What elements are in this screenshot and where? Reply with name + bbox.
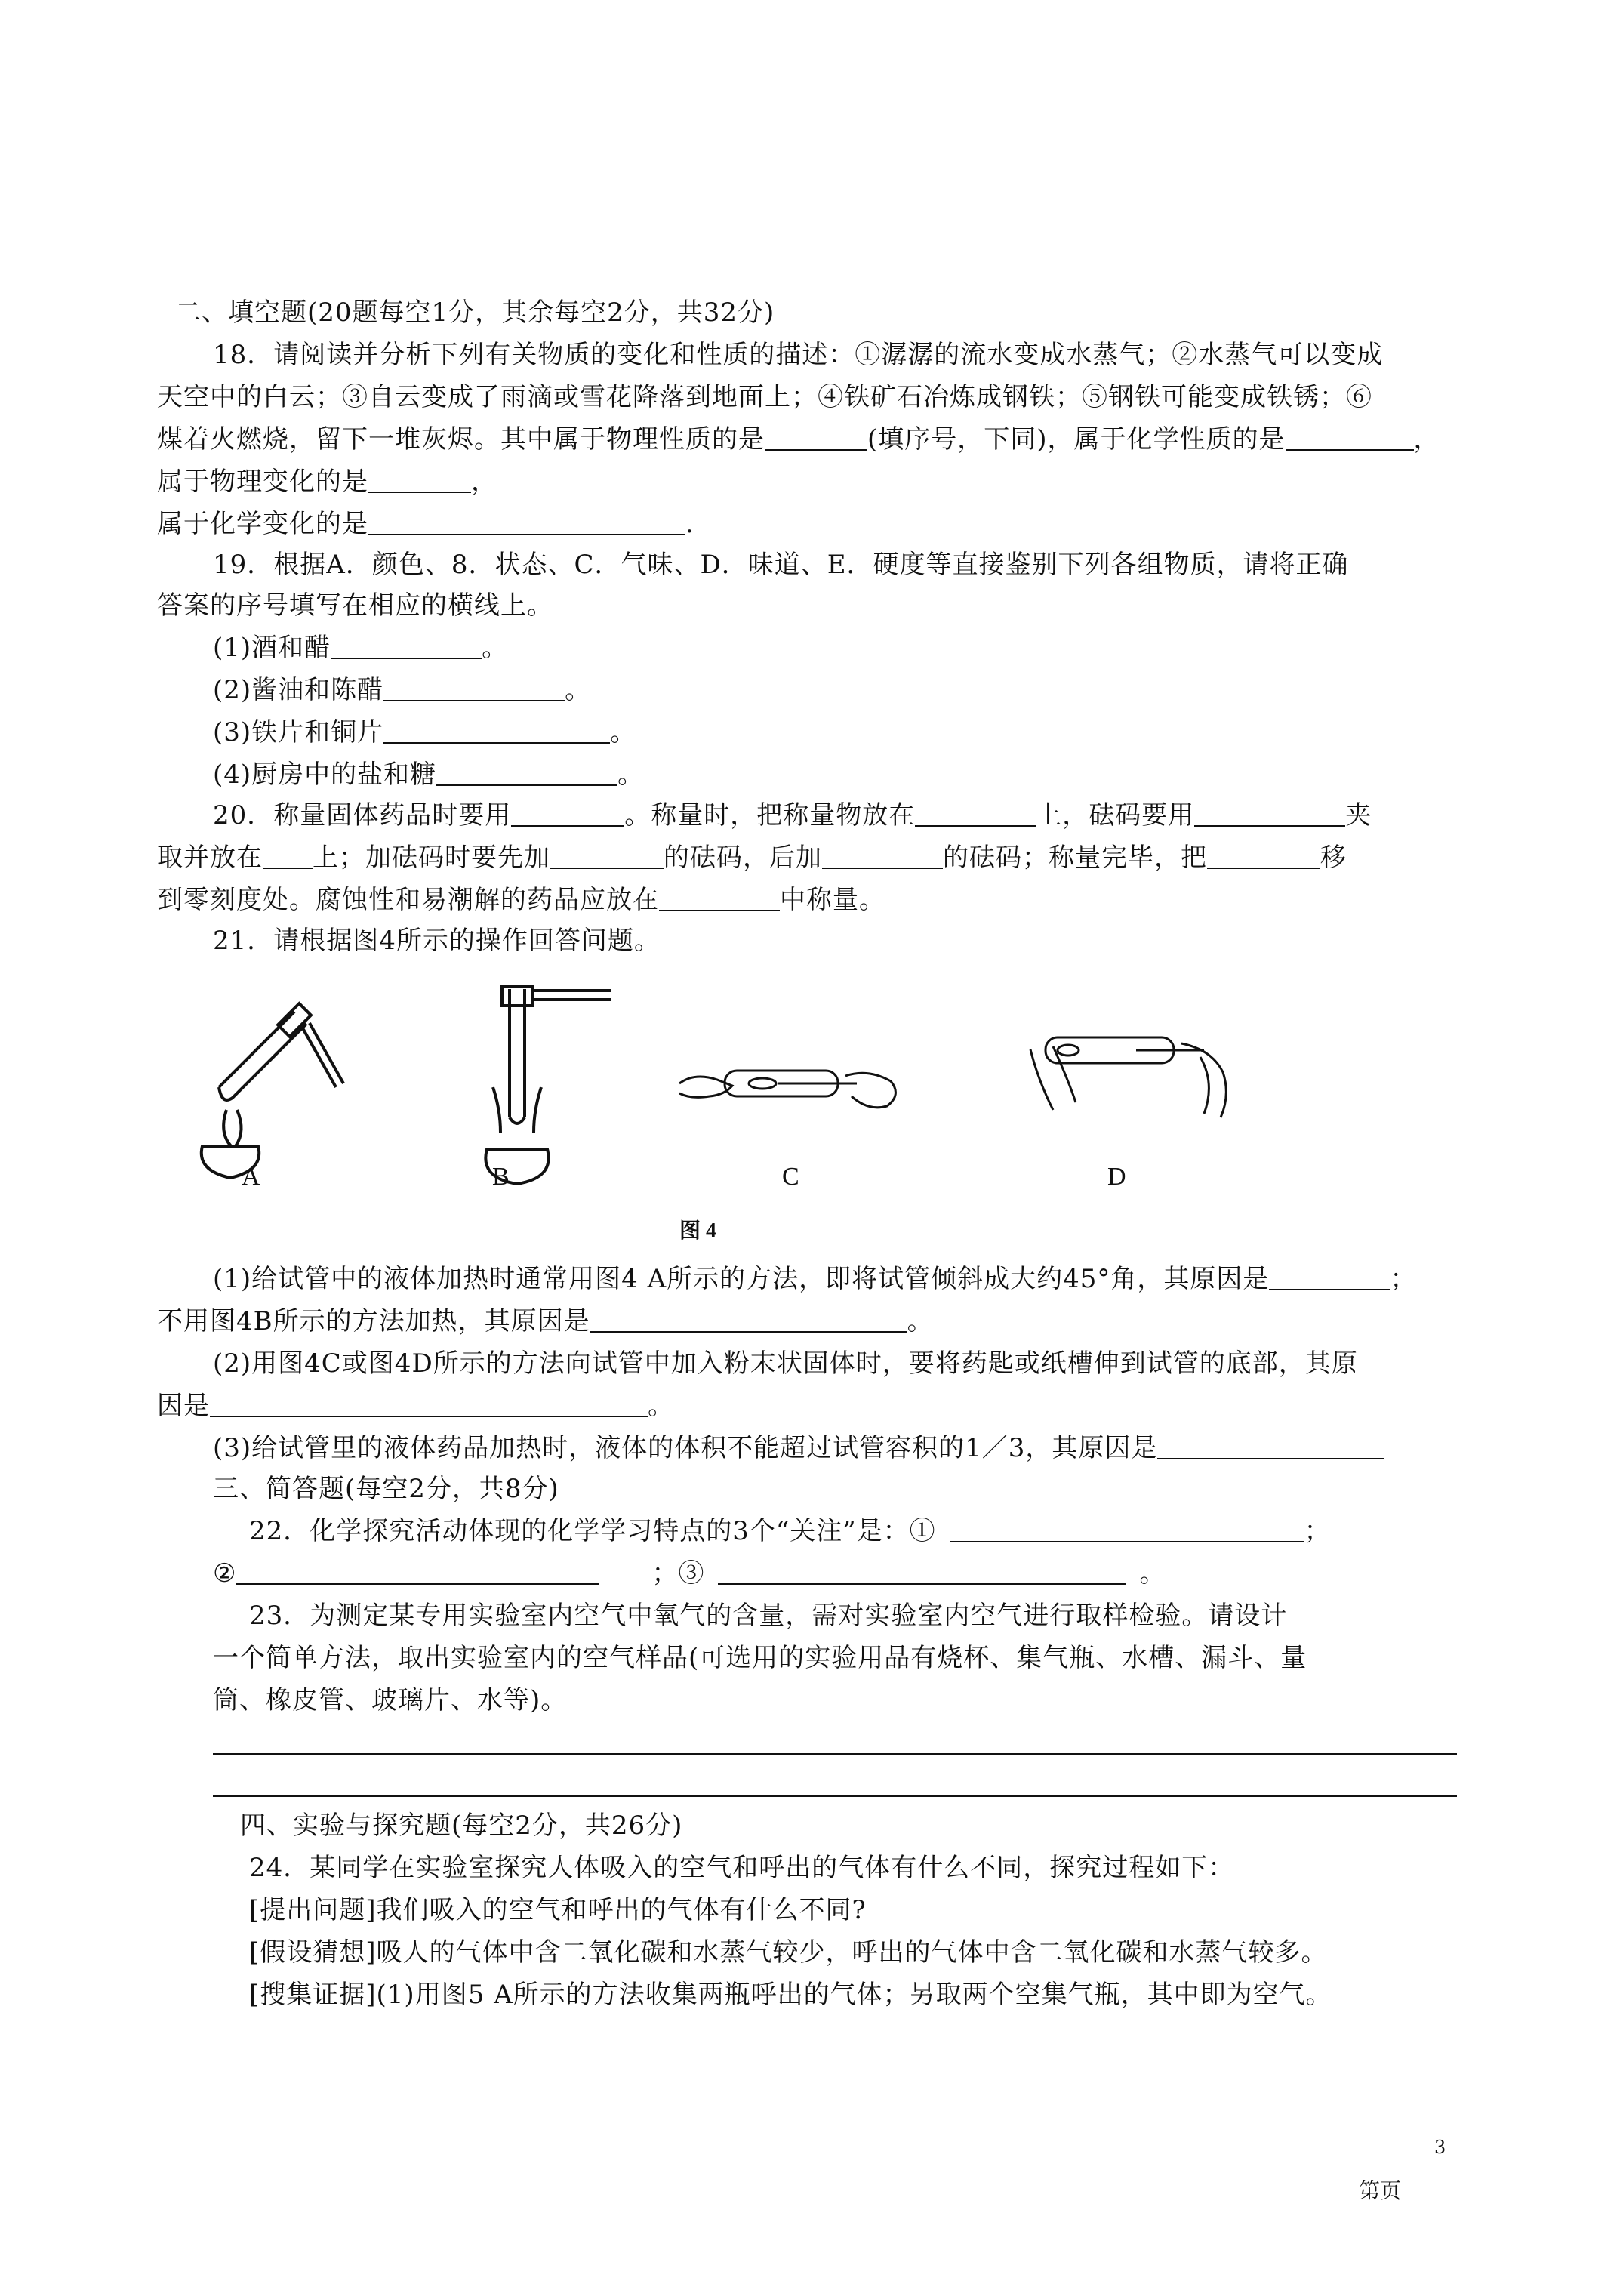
q20-blank-3[interactable] [1194,800,1345,827]
q18-line1: 18．请阅读并分析下列有关物质的变化和性质的描述：①潺潺的流水变成水蒸气；②水蒸气可以变成 [213,340,1384,370]
q18-line3: 煤着火燃烧，留下一堆灰烬。其中属于物理性质的是 (填序号，下同)，属于化学性质的是 ， [157,424,1440,455]
section4-title: 四、实验与探究题(每空2分，共26分) [240,1811,683,1841]
q18-line4: 属于物理变化的是 ， [157,467,497,497]
q19-item1: (1)酒和醋 。 [213,633,509,663]
q20-line3: 到零刻度处。腐蚀性和易潮解的药品应放在 中称量。 [157,885,885,915]
q18-line2: 天空中的白云；③自云变成了雨滴或雪花降落到地面上；④铁矿石冶炼成钢铁；⑤钢铁可能变成铁锈；⑥ [157,382,1372,412]
q19-blank-3[interactable] [383,717,610,744]
q18-blank-chemical-property[interactable] [1286,424,1414,451]
q21-part1-line1: (1)给试管中的液体加热时通常用图4 A所示的方法，即将试管倾斜成大约45°角，其原因是 ； [213,1264,1417,1294]
q22-line1: 22．化学探究活动体现的化学学习特点的3个“关注”是：① ； [249,1516,1331,1546]
figure-4-panel-b [457,974,623,1200]
q20-blank-6[interactable] [822,842,943,869]
figure-4-label-a: A [242,1163,260,1191]
q19-blank-4[interactable] [436,759,617,786]
q24-line1: 24．某同学在实验室探究人体吸入的空气和呼出的气体有什么不同，探究过程如下： [249,1853,1235,1883]
q22-blank-3[interactable] [718,1558,1126,1585]
q20-blank-8[interactable] [659,884,780,911]
q18-blank-physical-change[interactable] [368,466,471,493]
figure-4-label-c: C [782,1163,799,1191]
q23-line2: 一个简单方法，取出实验室内的空气样品(可选用的实验用品有烧杯、集气瓶、水槽、漏斗、量 [213,1643,1307,1673]
q19-blank-1[interactable] [331,632,482,659]
q24-line2: [提出问题]我们吸入的空气和呼出的气体有什么不同? [249,1895,867,1925]
q21-blank-1[interactable] [1269,1263,1390,1290]
q20-blank-2[interactable] [915,800,1036,827]
q20-line2: 取并放在 上；加砝码时要先加 的砝码，后加 的砝码；称量完毕，把 移 [157,843,1347,873]
q20-blank-5[interactable] [550,842,664,869]
q19-line1: 19．根据A．颜色、8．状态、C．气味、D．味道、E．硬度等直接鉴别下列各组物质，请将正确 [213,550,1349,580]
q24-line3: [假设猜想]吸人的气体中含二氧化碳和水蒸气较少，呼出的气体中含二氧化碳和水蒸气较多。 [249,1937,1328,1968]
figure-4-caption: 图 4 [679,1219,717,1243]
q21-part1-line2: 不用图4B所示的方法加热，其原因是 。 [157,1306,934,1336]
q22-blank-1[interactable] [950,1515,1304,1542]
q24-line4: [搜集证据](1)用图5 A所示的方法收集两瓶呼出的气体；另取两个空集气瓶，其中即为空气。 [249,1980,1332,2010]
q19-item3: (3)铁片和铜片 。 [213,717,637,747]
q21-part2-line1: (2)用图4C或图4D所示的方法向试管中加入粉末状固体时，要将药匙或纸槽伸到试管的底部，其原 [213,1348,1358,1379]
figure-4-panel-d [1023,1027,1249,1133]
q20-line1: 20．称量固体药品时要用 。称量时，把称量物放在 上，砝码要用 夹 [213,800,1372,831]
q22-line2: ② ；③ 。 [213,1558,1166,1589]
q21-blank-2[interactable] [590,1305,907,1333]
q21-blank-4[interactable] [1157,1432,1384,1459]
page-label: 第页 [1359,2178,1402,2203]
figure-4-panel-a [189,982,362,1200]
q21-part3-line1: (3)给试管里的液体药品加热时，液体的体积不能超过试管容积的1／3，其原因是 [213,1432,1384,1465]
q22-blank-2[interactable] [236,1558,599,1585]
q23-answer-line-2[interactable] [213,1795,1457,1797]
figure-4-label-b: B [492,1163,510,1191]
q18-line5: 属于化学变化的是 . [157,509,694,539]
q21-part2-line2: 因是 。 [157,1391,674,1421]
q19-line2: 答案的序号填写在相应的横线上。 [157,590,553,621]
q23-line1: 23．为测定某专用实验室内空气中氧气的含量，需对实验室内空气进行取样检验。请设计 [249,1601,1288,1631]
page-number: 3 [1434,2137,1446,2158]
q18-blank-physical-property[interactable] [765,424,867,451]
section3-title: 三、简答题(每空2分，共8分) [213,1474,559,1504]
q19-blank-2[interactable] [383,674,565,701]
figure-4-panel-c [672,1042,913,1133]
q23-line3: 筒、橡皮管、玻璃片、水等)。 [213,1685,568,1715]
q18-blank-chemical-change[interactable] [368,508,685,535]
section2-title: 二、填空题(20题每空1分，其余每空2分，共32分) [175,297,775,328]
q21-intro: 21．请根据图4所示的操作回答问题。 [213,926,661,956]
q20-blank-4[interactable] [263,842,313,869]
figure-4-label-d: D [1107,1163,1126,1191]
q23-answer-line-1[interactable] [213,1753,1457,1755]
q21-blank-3[interactable] [210,1390,648,1417]
q19-item2: (2)酱油和陈醋 。 [213,675,592,705]
q20-blank-7[interactable] [1207,842,1320,869]
q20-blank-1[interactable] [511,800,624,827]
q19-item4: (4)厨房中的盐和糖 。 [213,760,645,790]
